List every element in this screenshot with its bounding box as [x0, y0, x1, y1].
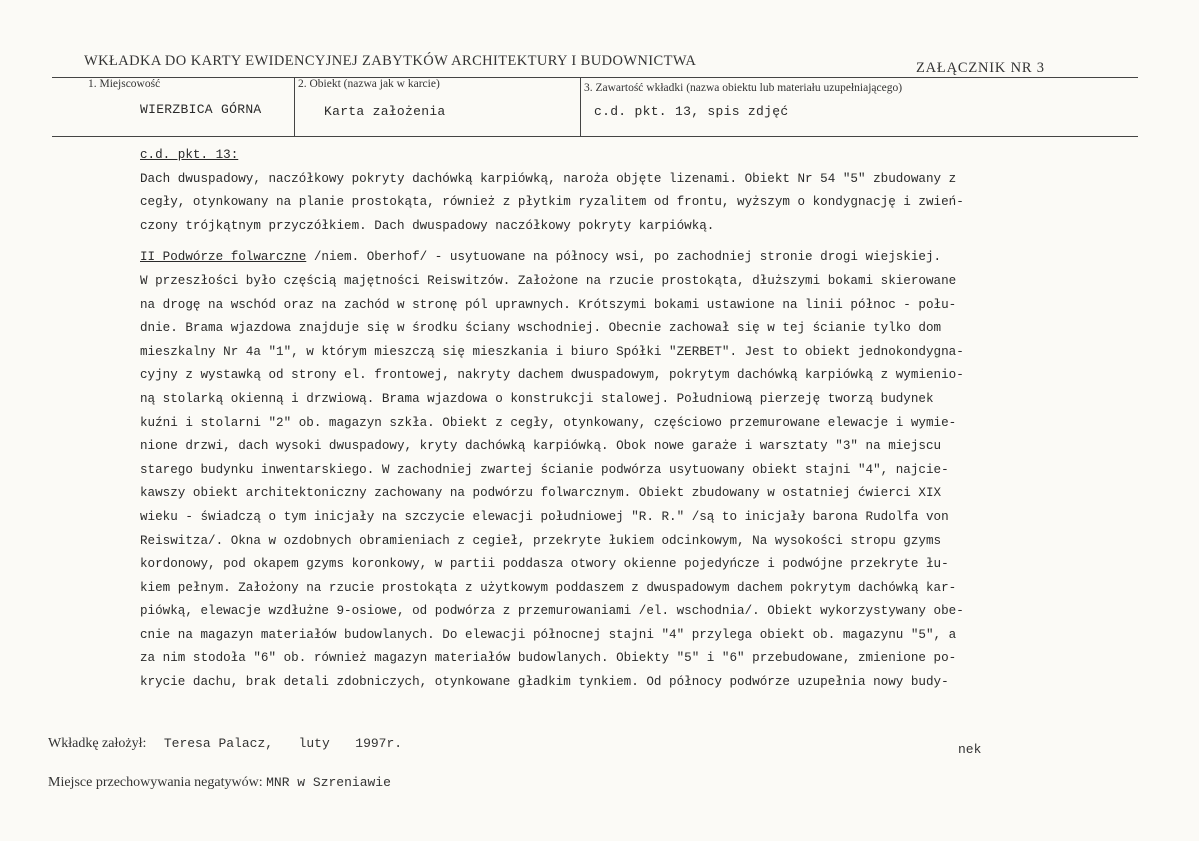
section-heading-13-text: c.d. pkt. 13:	[140, 148, 239, 162]
body-text	[140, 144, 1060, 695]
paragraph-line: krycie dachu, brak detali zdobniczych, otynkowane gładkim tynkiem. Od północy podwórze uzupełnia nowy budy-	[140, 675, 949, 690]
paragraph-line: piówką, elewacje wzdłużne 9-osiowe, od podwórza z przemurowaniami /el. wschodnia/. Obiekt wykorzystywany obe-	[140, 604, 964, 619]
column-divider-2	[580, 77, 581, 136]
created-by: Teresa Palacz,	[163, 736, 274, 751]
paragraph-line: Dach dwuspadowy, naczółkowy pokryty dachówką karpiówką, naroża objęte lizenami. Obiekt Nr 54 "5" zbudowany z	[140, 171, 957, 186]
column-divider-1	[294, 77, 295, 136]
continuation-text: nek	[958, 742, 982, 757]
paragraph-line: kordonowy, pod okapem gzyms koronkowy, w partii poddasza otwory okienne pojedyńcze i podwójne przekryte łu-	[140, 557, 949, 572]
section-heading-courtyard-rest: /niem. Oberhof/ - usytuowane na północy wsi, po zachodniej stronie drogi wiejskiej.	[306, 250, 942, 265]
created-month: luty	[298, 736, 330, 751]
header-bottom-rule	[52, 136, 1138, 137]
storage-value: MNR w Szreniawie	[266, 775, 391, 790]
paragraph-line: starego budynku inwentarskiego. W zachodniej zwartej ścianie podwórza usytuowany obiekt stajni "4", najcie-	[140, 462, 949, 477]
field-locality-value: WIERZBICA GÓRNA	[140, 102, 262, 117]
paragraph-line: kuźni i stolarni "2" ob. magazyn szkła. Obiekt z cegły, otynkowany, częściowo przemurowane elewacje i wymie-	[140, 415, 957, 430]
section-heading-13	[140, 144, 1060, 168]
paragraph-line: wieku - świadczą o tym inicjały na szczycie elewacji południowej "R. R." /są to inicjały barona Rudolfa von	[140, 509, 949, 524]
created-label: Wkładkę założył:	[48, 736, 147, 751]
paragraph-line: W przeszłości było częścią majętności Reiswitzów. Założone na rzucie prostokąta, dłuższymi bokami skierowane	[140, 273, 957, 288]
document-title: WKŁADKA DO KARTY EWIDENCYJNEJ ZABYTKÓW ARCHITEKTURY I BUDOWNICTWA	[84, 53, 697, 69]
footer-created	[48, 736, 402, 752]
field-contents-label: 3. Zawartość wkładki (nazwa obiektu lub materiału uzupełniającego)	[584, 82, 903, 94]
field-object-label: 2. Obiekt (nazwa jak w karcie)	[298, 78, 440, 90]
paragraph-line: ną stolarką okienną i drzwiową. Brama wjazdowa o konstrukcji stalowej. Południową pierzeję tworzą budynek	[140, 391, 934, 406]
paragraph-line: czony trójkątnym przyczółkiem. Dach dwuspadowy naczółkowy pokryty karpiówką.	[140, 218, 715, 233]
paragraph-line: mieszkalny Nr 4a "1", w którym mieszczą się mieszkania i biuro Spółki "ZERBET". Jest to obiekt jednokondygna-	[140, 344, 964, 359]
created-year: 1997r.	[355, 736, 403, 751]
storage-label: Miejsce przechowywania negatywów:	[48, 775, 263, 790]
header-top-rule	[52, 77, 1138, 78]
paragraph-line: kiem pełnym. Założony na rzucie prostokąta z użytkowym poddaszem z dwuspadowym dachem pokrytym dachówką kar-	[140, 580, 957, 595]
footer-storage	[48, 775, 391, 791]
field-object-value: Karta założenia	[324, 104, 446, 119]
paragraph-line: Reiswitza/. Okna w ozdobnych obramieniach z cegieł, przekryte łukiem odcinkowym, Na wysokości stropu gzyms	[140, 533, 942, 548]
paragraph-line: cnie na magazyn materiałów budowlanych. Do elewacji północnej stajni "4" przylega obiekt ob. magazynu "5", a	[140, 627, 957, 642]
field-contents-value: c.d. pkt. 13, spis zdjęć	[594, 104, 789, 119]
paragraph-line: cyjny z wystawką od strony el. frontowej, nakryty dachem dwuspadowym, pokrytym dachówką karpiówką z wymienio-	[140, 368, 964, 383]
annex-number: ZAŁĄCZNIK NR 3	[916, 60, 1045, 76]
paragraph-line: kawszy obiekt architektoniczny zachowany na podwórzu folwarcznym. Obiekt zbudowany w ostatniej ćwierci XIX	[140, 486, 942, 501]
paragraph-line: dnie. Brama wjazdowa znajduje się w środku ściany wschodniej. Obecnie zachował się w tej ścianie tylko dom	[140, 321, 942, 336]
continuation-word	[958, 742, 981, 758]
field-locality-label: 1. Miejscowość	[88, 78, 161, 90]
paragraph-line: nione drzwi, dach wysoki dwuspadowy, kryty dachówką karpiówką. Obok nowe garaże i warsztaty "3" na miejscu	[140, 439, 942, 454]
section-heading-courtyard-title: II Podwórze folwarczne	[140, 250, 307, 265]
paragraph-line: na drogę na wschód oraz na zachód w stronę pól uprawnych. Krótszymi bokami ustawione na linii północ - połu-	[140, 297, 957, 312]
section-heading-courtyard	[140, 246, 1060, 270]
paragraph-line: za nim stodoła "6" ob. również magazyn materiałów budowlanych. Obiekty "5" i "6" przebudowane, zmienione po-	[140, 651, 957, 666]
paragraph-line: cegły, otynkowany na planie prostokąta, również z płytkim ryzalitem od frontu, wyższym o kondygnację i zwień-	[140, 195, 964, 210]
